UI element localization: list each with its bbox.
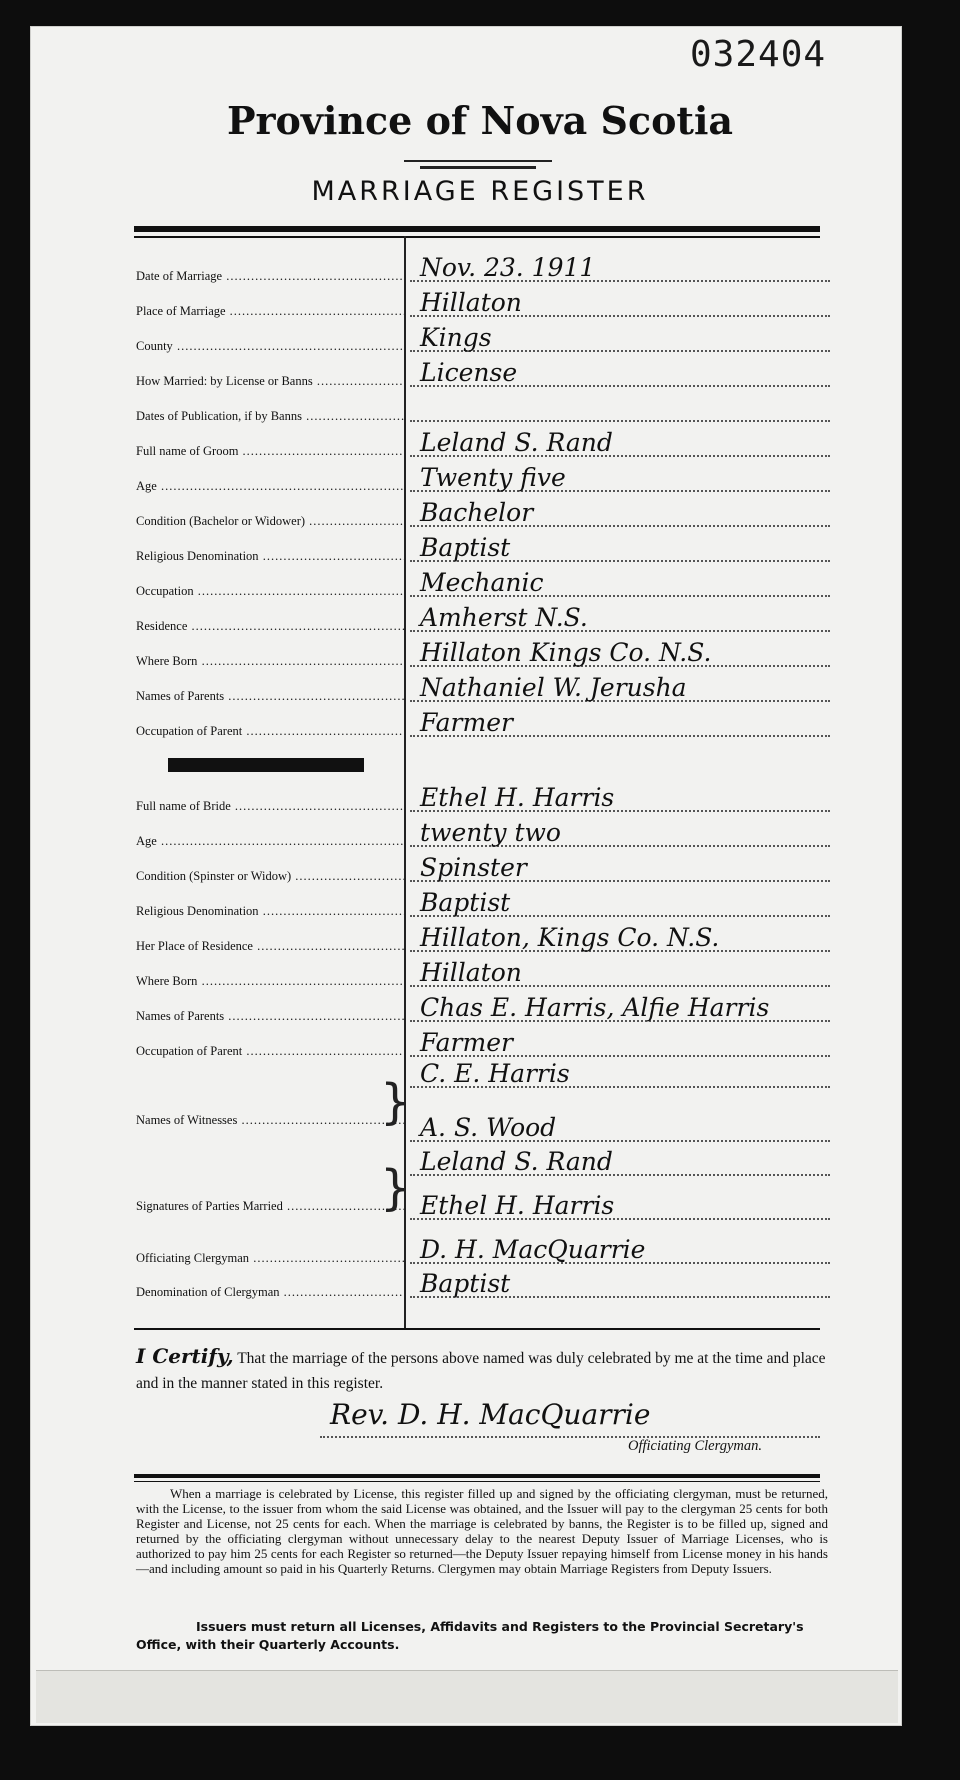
header-thick-rule [134, 226, 820, 232]
signature-bride-row [0, 1191, 960, 1222]
witness-2-handwriting: A. S. Wood [420, 1113, 557, 1142]
groom-field-row [0, 463, 960, 494]
clergy-signature: Rev. D. H. MacQuarrie [330, 1398, 651, 1431]
groom-field-label: Occupation of Parent ..... [136, 724, 404, 739]
witness-1-handwriting: C. E. Harris [420, 1059, 570, 1088]
groom-field-row [0, 568, 960, 599]
groom-field-label: Where Born ..... [136, 654, 404, 669]
groom-field-label: Names of Parents ..... [136, 689, 404, 704]
bride-field-handwritten-value: Ethel H. Harris [420, 783, 615, 812]
clergy-field-label: Officiating Clergyman ..... [136, 1251, 404, 1266]
paper-fold-edge [36, 1670, 898, 1723]
section-separator-bar [168, 758, 364, 772]
field-line [410, 420, 830, 422]
instructions-notice: When a marriage is celebrated by License, this register filled up and signed by the officiating clergyman, must be returned, with the License, to the issuer from whom the said License was obtained, and the Issuer will pay to the clergyman 25 cents for both Register and License, not 25 cents for each. When the marriage is celebrated by banns, the Register is to be filled up, signed and returned by the officiating clergyman without unnecessary delay to the nearest Deputy Issuer of Marriage Licenses, who is authorized to pay him 25 cents for each Register so returned—the Deputy Issuer repaying himself from License money in his hands—and including amount so paid in his Quarterly Returns. Clergymen may obtain Marriage Registers from Deputy Issuers. [136, 1486, 828, 1576]
groom-field-handwritten-value: Baptist [420, 533, 511, 562]
groom-field-row [0, 533, 960, 564]
bride-field-label: Occupation of Parent ..... [136, 1044, 404, 1059]
groom-field-label: Condition (Bachelor or Widower) ..... [136, 514, 404, 529]
clergy-field-label: Denomination of Clergyman ..... [136, 1285, 404, 1300]
groom-field-label: Date of Marriage ..... [136, 269, 404, 284]
title-ornament-rule-lower [420, 166, 536, 169]
signature-groom-row [0, 1147, 960, 1178]
witnesses-label: Names of Witnesses ..... [136, 1113, 404, 1128]
bride-field-row [0, 853, 960, 884]
witness-2-row [0, 1113, 960, 1144]
groom-field-row [0, 603, 960, 634]
bride-field-handwritten-value: Hillaton [420, 958, 522, 987]
bride-field-row [0, 888, 960, 919]
groom-field-handwritten-value: Amherst N.S. [420, 603, 588, 632]
bride-field-handwritten-value: Spinster [420, 853, 527, 882]
bride-field-label: Full name of Bride ..... [136, 799, 404, 814]
signature-groom-handwriting: Leland S. Rand [420, 1147, 613, 1176]
certify-top-rule [134, 1328, 820, 1330]
groom-field-label: How Married: by License or Banns ..... [136, 374, 404, 389]
bride-field-handwritten-value: twenty two [420, 818, 561, 847]
clergy-field-row [0, 1235, 960, 1266]
groom-field-row [0, 358, 960, 389]
clergy-field-row [0, 1269, 960, 1300]
bride-field-label: Age ..... [136, 834, 404, 849]
groom-field-label: Residence ..... [136, 619, 404, 634]
header-thin-rule [134, 236, 820, 238]
signatures-brace: } [380, 1160, 411, 1216]
witness-1-row [0, 1059, 960, 1090]
register-subtitle: MARRIAGE REGISTER [311, 176, 649, 207]
groom-field-handwritten-value: Bachelor [420, 498, 534, 527]
groom-field-handwritten-value: Farmer [420, 708, 513, 737]
witnesses-brace: } [380, 1074, 411, 1130]
issuers-note: Issuers must return all Licenses, Affidavits and Registers to the Provincial Secretary's Office, with their Quarterly Accounts. [136, 1619, 804, 1652]
groom-field-label: Religious Denomination ..... [136, 549, 404, 564]
bride-field-row [0, 783, 960, 814]
certify-lead: I Certify, [136, 1344, 234, 1368]
bride-field-row [0, 923, 960, 954]
signature-bride-handwriting: Ethel H. Harris [420, 1191, 615, 1220]
groom-field-label: Place of Marriage ..... [136, 304, 404, 319]
groom-field-row [0, 398, 960, 424]
document-number: 032404 [690, 34, 827, 75]
bride-field-row [0, 993, 960, 1024]
groom-field-row [0, 638, 960, 669]
groom-field-handwritten-value: Leland S. Rand [420, 428, 613, 457]
groom-field-handwritten-value: License [420, 358, 518, 387]
groom-field-handwritten-value: Twenty five [420, 463, 566, 492]
bride-field-handwritten-value: Baptist [420, 888, 511, 917]
bride-field-label: Religious Denomination ..... [136, 904, 404, 919]
groom-field-label: Age ..... [136, 479, 404, 494]
groom-field-label: Full name of Groom ..... [136, 444, 404, 459]
groom-field-row [0, 708, 960, 739]
groom-field-row [0, 253, 960, 284]
bride-field-label: Names of Parents ..... [136, 1009, 404, 1024]
groom-field-label: County ..... [136, 339, 404, 354]
bride-field-handwritten-value: Farmer [420, 1028, 513, 1057]
groom-field-row [0, 323, 960, 354]
notice-thin-rule [134, 1481, 820, 1482]
bride-field-label: Where Born ..... [136, 974, 404, 989]
groom-field-row [0, 288, 960, 319]
bride-field-handwritten-value: Hillaton, Kings Co. N.S. [420, 923, 720, 952]
groom-field-label: Dates of Publication, if by Banns ..... [136, 409, 404, 424]
groom-field-label: Occupation ..... [136, 584, 404, 599]
groom-field-handwritten-value: Hillaton Kings Co. N.S. [420, 638, 712, 667]
bride-field-row [0, 1028, 960, 1059]
title-ornament-rule [404, 160, 552, 162]
certify-text: That the marriage of the persons above named was duly celebrated by me at the time and place and in the manner stated in this register. [136, 1350, 826, 1392]
signatures-label: Signatures of Parties Married ..... [136, 1199, 404, 1214]
groom-field-handwritten-value: Nov. 23. 1911 [420, 253, 596, 282]
officiating-clergyman-label: Officiating Clergyman. [628, 1438, 762, 1454]
groom-field-row [0, 498, 960, 529]
clergy-field-handwritten-value: Baptist [420, 1269, 511, 1298]
groom-field-row [0, 428, 960, 459]
clergy-field-handwritten-value: D. H. MacQuarrie [420, 1235, 646, 1264]
notice-thick-rule [134, 1474, 820, 1478]
groom-field-row [0, 673, 960, 704]
bride-field-row [0, 818, 960, 849]
bride-field-row [0, 958, 960, 989]
groom-field-handwritten-value: Nathaniel W. Jerusha [420, 673, 687, 702]
certification-statement [136, 1344, 826, 1396]
bride-field-handwritten-value: Chas E. Harris, Alfie Harris [420, 993, 770, 1022]
groom-field-handwritten-value: Hillaton [420, 288, 522, 317]
bride-field-label: Condition (Spinster or Widow) ..... [136, 869, 404, 884]
groom-field-handwritten-value: Kings [420, 323, 492, 352]
province-title: Province of Nova Scotia [226, 98, 734, 143]
bride-field-label: Her Place of Residence ..... [136, 939, 404, 954]
groom-field-handwritten-value: Mechanic [420, 568, 544, 597]
